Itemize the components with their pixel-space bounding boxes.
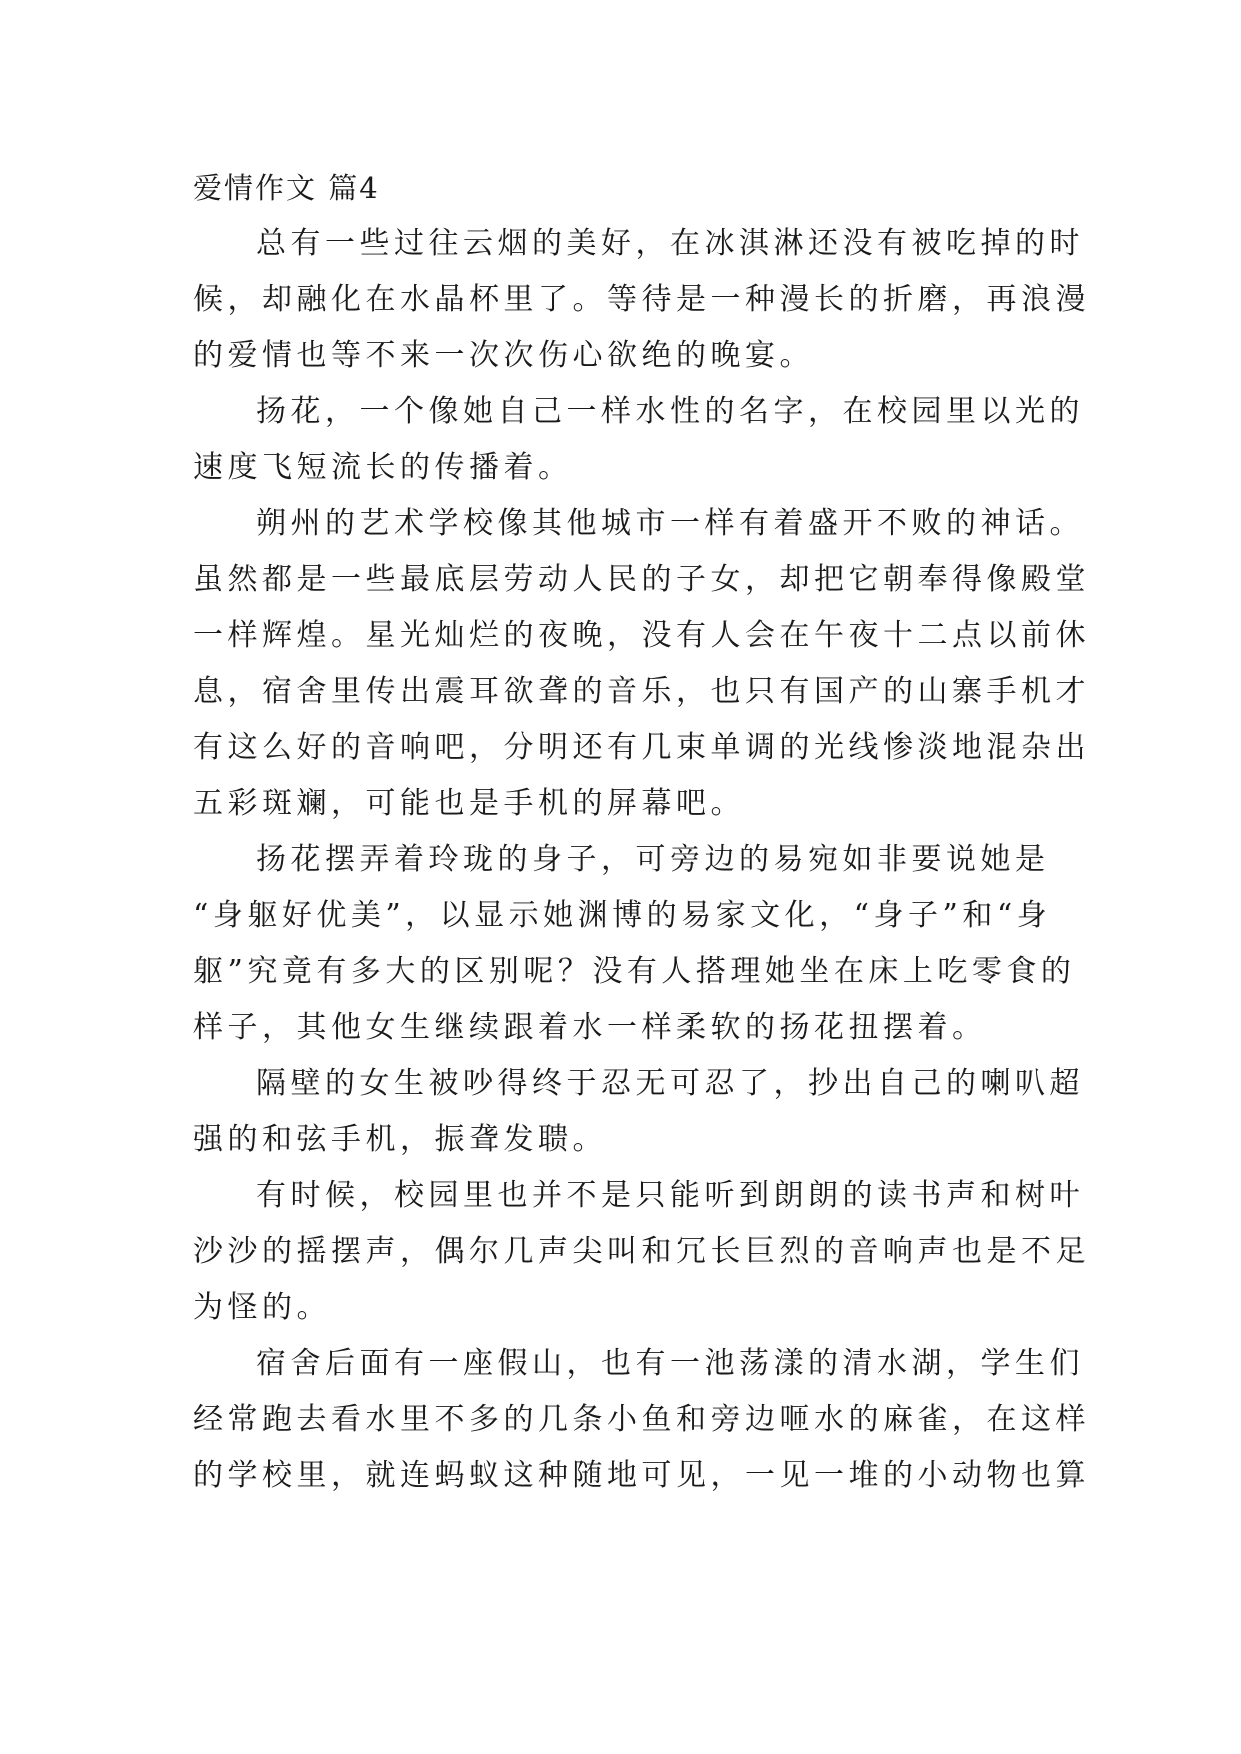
paragraph: [193, 496, 1090, 832]
paragraph: [193, 1168, 1090, 1336]
paragraph-line: 总有一些过往云烟的美好，在冰淇淋还没有被吃掉的时: [256, 226, 1084, 261]
paragraph-line: 样子，其他女生继续跟着水一样柔软的扬花扭摆着。: [193, 1010, 987, 1045]
paragraph-line: 有这么好的音响吧，分明还有几束单调的光线惨淡地混杂出: [193, 730, 1090, 765]
paragraph-line: 沙沙的摇摆声，偶尔几声尖叫和冗长巨烈的音响声也是不足: [193, 1234, 1090, 1269]
paragraph: [193, 832, 1076, 1056]
paragraph: [193, 216, 1090, 384]
paragraph-line: “身躯好优美”，以显示她渊博的易家文化，“身子”和“身: [193, 898, 1052, 933]
paragraph: [193, 1336, 1090, 1504]
paragraph-line: 为怪的。: [193, 1290, 331, 1325]
paragraph-line: 的学校里，就连蚂蚁这种随地可见，一见一堆的小动物也算: [193, 1458, 1090, 1493]
paragraph-line: 一样辉煌。星光灿烂的夜晚，没有人会在午夜十二点以前休: [193, 618, 1090, 653]
paragraph: [193, 1056, 1084, 1168]
paragraph-line: 候，却融化在水晶杯里了。等待是一种漫长的折磨，再浪漫: [193, 282, 1090, 317]
paragraph-line: 的爱情也等不来一次次伤心欲绝的晚宴。: [193, 338, 814, 373]
paragraph-line: 虽然都是一些最底层劳动人民的子女，却把它朝奉得像殿堂: [193, 562, 1090, 597]
paragraph-line: 五彩斑斓，可能也是手机的屏幕吧。: [193, 786, 745, 821]
paragraph-line: 宿舍后面有一座假山，也有一池荡漾的清水湖，学生们: [256, 1346, 1084, 1381]
document-title: 爱情作文 篇4: [193, 171, 380, 205]
paragraph-line: 躯”究竟有多大的区别呢？没有人搭理她坐在床上吃零食的: [193, 954, 1076, 989]
paragraph-line: 经常跑去看水里不多的几条小鱼和旁边咂水的麻雀，在这样: [193, 1402, 1090, 1437]
paragraph-line: 扬花摆弄着玲珑的身子，可旁边的易宛如非要说她是: [256, 842, 1050, 877]
paragraph-line: 速度飞短流长的传播着。: [193, 450, 573, 485]
paragraph-line: 强的和弦手机，振聋发聩。: [193, 1122, 607, 1157]
paragraph-line: 朔州的艺术学校像其他城市一样有着盛开不败的神话。: [256, 506, 1084, 541]
paragraph-line: 息，宿舍里传出震耳欲聋的音乐，也只有国产的山寨手机才: [193, 674, 1090, 709]
paragraph-line: 隔壁的女生被吵得终于忍无可忍了，抄出自己的喇叭超: [256, 1066, 1084, 1101]
paragraph-line: 有时候，校园里也并不是只能听到朗朗的读书声和树叶: [256, 1178, 1084, 1213]
paragraph-line: 扬花，一个像她自己一样水性的名字，在校园里以光的: [256, 394, 1084, 429]
paragraph: [193, 384, 1084, 496]
document-body: [193, 160, 1090, 1504]
